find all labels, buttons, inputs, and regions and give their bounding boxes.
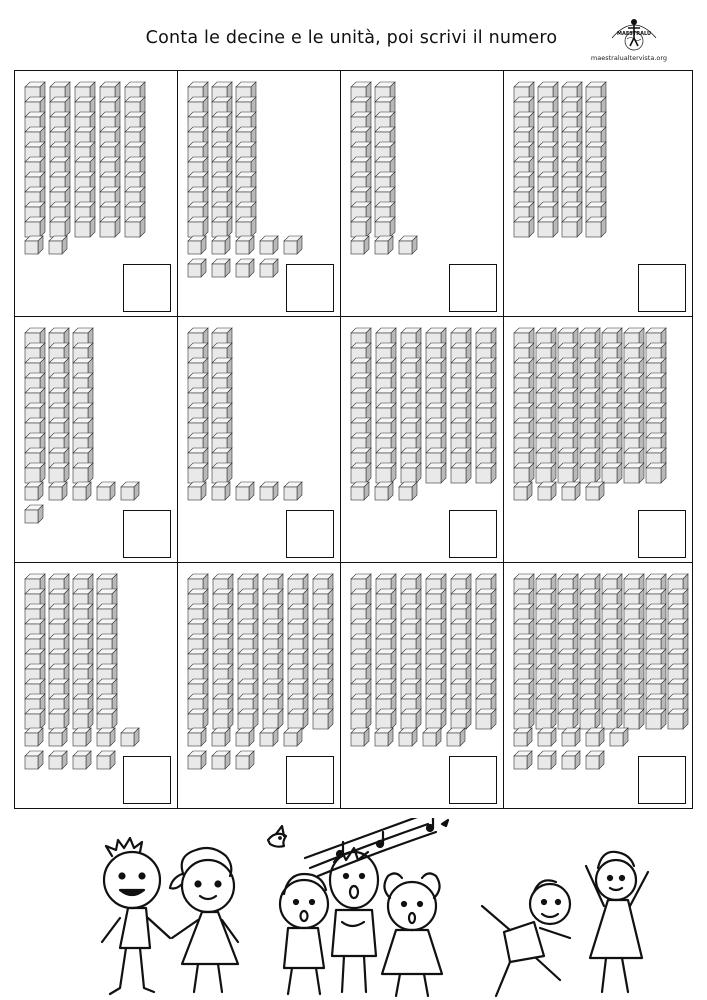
unit-cube: [25, 751, 43, 769]
unit-cube: [236, 482, 254, 500]
unit-cube: [351, 236, 369, 254]
unit-cube: [188, 728, 206, 746]
logo-website: maestralualtervista.org: [590, 54, 668, 62]
unit-cube: [538, 751, 556, 769]
page-title-text: Conta le decine e le unità, poi scrivi il numero: [145, 28, 558, 48]
ten-rod: [580, 574, 600, 729]
answer-box[interactable]: [123, 510, 171, 558]
ten-rod: [426, 574, 446, 729]
unit-cube: [236, 728, 254, 746]
ten-rod: [75, 82, 95, 237]
unit-cube: [399, 482, 417, 500]
unit-cube: [49, 751, 67, 769]
ten-rod: [97, 574, 117, 729]
unit-cube: [188, 259, 206, 277]
unit-cube: [284, 482, 302, 500]
unit-cube: [25, 482, 43, 500]
ten-rod: [188, 328, 208, 483]
girl-singing-figure: [382, 873, 442, 996]
unit-cube: [236, 751, 254, 769]
unit-cube: [447, 728, 465, 746]
ten-rod: [49, 328, 69, 483]
unit-cube: [514, 751, 532, 769]
answer-box[interactable]: [638, 264, 686, 312]
ten-rod: [562, 82, 582, 237]
unit-cube: [49, 728, 67, 746]
ten-rod: [50, 82, 70, 237]
ten-rod: [451, 328, 471, 483]
ten-rod: [514, 328, 534, 483]
unit-cube: [212, 259, 230, 277]
unit-cube: [97, 728, 115, 746]
ten-rod: [401, 574, 421, 729]
ten-rod: [25, 328, 45, 483]
unit-cube: [25, 505, 43, 523]
answer-box[interactable]: [286, 264, 334, 312]
ten-rod: [188, 574, 208, 729]
ten-rod: [514, 82, 534, 237]
unit-cube: [97, 482, 115, 500]
unit-cube: [399, 728, 417, 746]
girl-dancing-figure: [586, 852, 648, 992]
boy-singing-figure: [280, 874, 328, 994]
unit-cube: [423, 728, 441, 746]
ten-rod: [602, 328, 622, 483]
unit-cube: [284, 236, 302, 254]
ten-rod: [476, 574, 496, 729]
exercise-cell: [340, 70, 504, 317]
ten-rod: [212, 82, 232, 237]
unit-cube: [73, 482, 91, 500]
answer-box[interactable]: [123, 264, 171, 312]
unit-cube: [260, 482, 278, 500]
unit-cube: [586, 751, 604, 769]
answer-box[interactable]: [638, 756, 686, 804]
ten-rod: [125, 82, 145, 237]
ten-rod: [238, 574, 258, 729]
exercise-cell: [14, 70, 178, 317]
ten-rod: [188, 82, 208, 237]
ten-rod: [624, 328, 644, 483]
ten-rod: [580, 328, 600, 483]
answer-box[interactable]: [449, 510, 497, 558]
exercise-cell: [177, 70, 341, 317]
ten-rod: [514, 574, 534, 729]
unit-cube: [212, 751, 230, 769]
exercise-cell: [340, 562, 504, 809]
unit-cube: [562, 728, 580, 746]
unit-cube: [25, 728, 43, 746]
ten-rod: [236, 82, 256, 237]
unit-cube: [610, 728, 628, 746]
unit-cube: [236, 259, 254, 277]
unit-cube: [399, 236, 417, 254]
unit-cube: [562, 751, 580, 769]
unit-cube: [121, 482, 139, 500]
unit-cube: [375, 728, 393, 746]
unit-cube: [212, 728, 230, 746]
exercise-cell: [340, 316, 504, 563]
unit-cube: [514, 482, 532, 500]
ten-rod: [646, 574, 666, 729]
ten-rod: [73, 328, 93, 483]
unit-cube: [188, 751, 206, 769]
svg-text:MAESTRALU: MAESTRALU: [616, 31, 652, 37]
answer-box[interactable]: [449, 264, 497, 312]
exercise-cell: [177, 316, 341, 563]
ten-rod: [376, 328, 396, 483]
ten-rod: [668, 574, 688, 729]
bird-icon: [268, 826, 286, 847]
ten-rod: [401, 328, 421, 483]
ten-rod: [351, 328, 371, 483]
ten-rod: [476, 328, 496, 483]
ten-rod: [602, 574, 622, 729]
exercise-cell: [177, 562, 341, 809]
unit-cube: [188, 482, 206, 500]
exercise-cell: [503, 70, 693, 317]
ten-rod: [558, 574, 578, 729]
unit-cube: [538, 728, 556, 746]
ten-rod: [100, 82, 120, 237]
ten-rod: [288, 574, 308, 729]
unit-cube: [538, 482, 556, 500]
answer-box[interactable]: [123, 756, 171, 804]
ten-rod: [538, 82, 558, 237]
ten-rod: [586, 82, 606, 237]
unit-cube: [260, 259, 278, 277]
unit-cube: [212, 236, 230, 254]
ten-rod: [212, 328, 232, 483]
unit-cube: [73, 728, 91, 746]
ten-rod: [451, 574, 471, 729]
boy-center-figure: [330, 848, 378, 992]
unit-cube: [586, 482, 604, 500]
ten-rod: [49, 574, 69, 729]
unit-cube: [260, 728, 278, 746]
exercise-cell: [503, 562, 693, 809]
exercise-cell: [14, 562, 178, 809]
unit-cube: [562, 482, 580, 500]
ten-rod: [25, 82, 45, 237]
answer-box[interactable]: [286, 756, 334, 804]
answer-box[interactable]: [449, 756, 497, 804]
ten-rod: [376, 574, 396, 729]
unit-cube: [375, 482, 393, 500]
unit-cube: [236, 236, 254, 254]
exercise-cell: [503, 316, 693, 563]
ten-rod: [426, 328, 446, 483]
boy-left-figure: [102, 838, 170, 994]
unit-cube: [97, 751, 115, 769]
ten-rod: [25, 574, 45, 729]
answer-box[interactable]: [638, 510, 686, 558]
children-singing-illustration: [90, 818, 690, 998]
ten-rod: [73, 574, 93, 729]
unit-cube: [212, 482, 230, 500]
unit-cube: [188, 236, 206, 254]
ten-rod: [213, 574, 233, 729]
unit-cube: [351, 728, 369, 746]
unit-cube: [284, 728, 302, 746]
unit-cube: [49, 482, 67, 500]
unit-cube: [586, 728, 604, 746]
boy-jumping-figure: [482, 880, 570, 996]
ten-rod: [375, 82, 395, 237]
unit-cube: [260, 236, 278, 254]
unit-cube: [514, 728, 532, 746]
answer-box[interactable]: [286, 510, 334, 558]
unit-cube: [351, 482, 369, 500]
unit-cube: [49, 236, 67, 254]
unit-cube: [121, 728, 139, 746]
ten-rod: [536, 328, 556, 483]
girl-left-figure: [170, 848, 238, 992]
unit-cube: [73, 751, 91, 769]
ten-rod: [263, 574, 283, 729]
ten-rod: [646, 328, 666, 483]
unit-cube: [375, 236, 393, 254]
ten-rod: [624, 574, 644, 729]
ten-rod: [536, 574, 556, 729]
exercise-cell: [14, 316, 178, 563]
ten-rod: [558, 328, 578, 483]
ten-rod: [351, 574, 371, 729]
unit-cube: [25, 236, 43, 254]
ten-rod: [313, 574, 333, 729]
ten-rod: [351, 82, 371, 237]
